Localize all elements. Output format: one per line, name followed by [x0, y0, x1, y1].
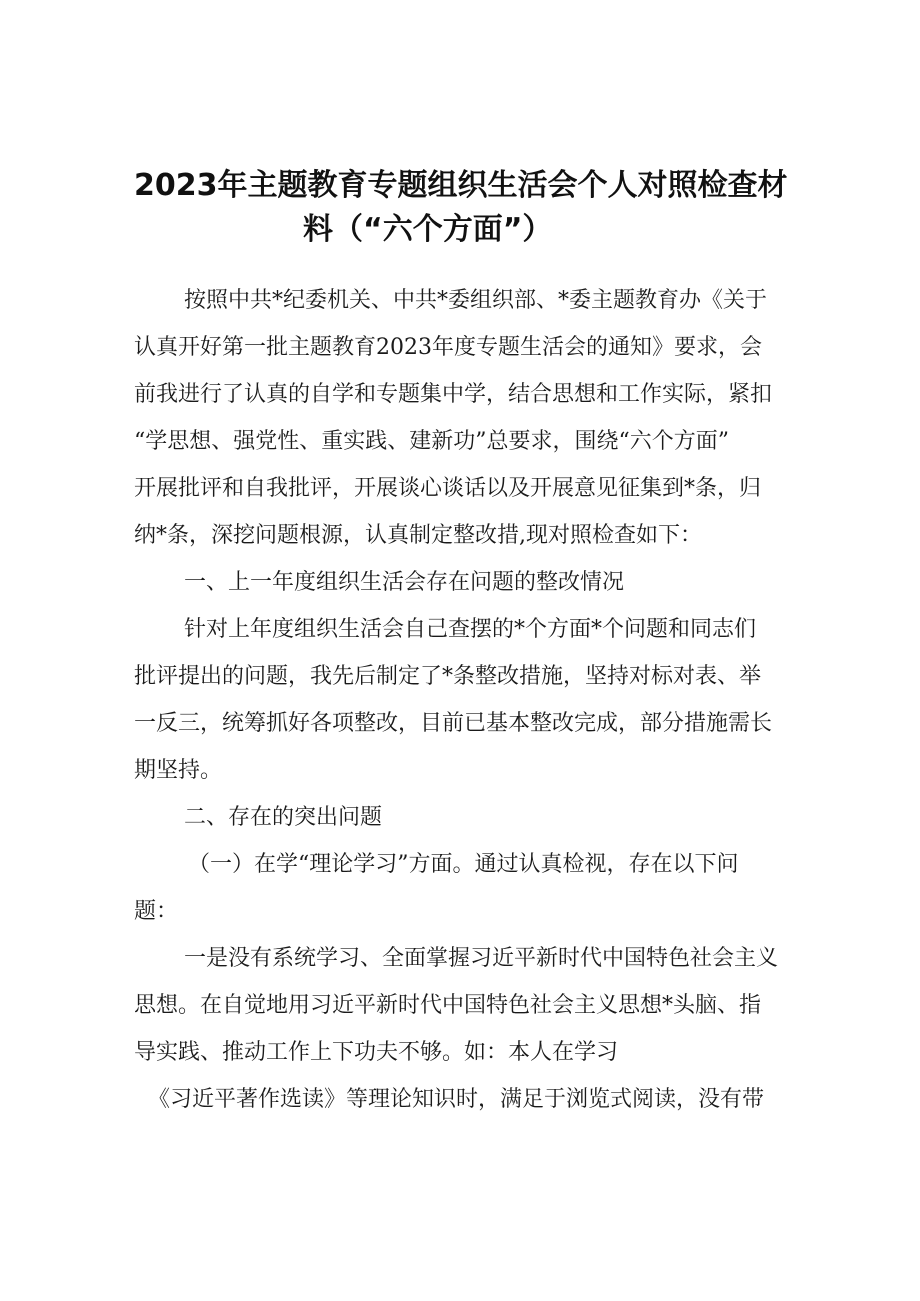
paragraph-line: 一反三，统筹抓好各项整改，目前已基本整改完成，部分措施需长 — [134, 711, 773, 736]
paragraph-line: 针对上年度组织生活会自己查摆的*个方面*个问题和同志们 — [184, 617, 757, 642]
subsection-heading: （一）在学“理论学习”方面。通过认真检视，存在以下问 — [188, 852, 739, 877]
section-heading: 二、存在的突出问题 — [184, 805, 383, 830]
paragraph-line: 导实践、推动工作上下功夫不够。如：本人在学习 — [134, 1040, 619, 1065]
section-heading: 一、上一年度组织生活会存在问题的整改情况 — [184, 570, 625, 595]
paragraph-line: 《习近平著作选读》等理论知识时，满足于浏览式阅读，没有带 — [148, 1087, 765, 1112]
paragraph-line: 前我进行了认真的自学和专题集中学，结合思想和工作实际，紧扣 — [134, 382, 773, 407]
paragraph-line: 思想。在自觉地用习近平新时代中国特色社会主义思想*头脑、指 — [134, 993, 762, 1018]
paragraph-line: “学思想、强党性、重实践、建新功”总要求，围绕“六个方面” — [134, 429, 729, 454]
paragraph-line: 批评提出的问题，我先后制定了*条整改措施，坚持对标对表、举 — [134, 664, 762, 689]
document-title-line-1: 2023年主题教育专题组织生活会个人对照检查材 — [134, 168, 788, 203]
paragraph-line: 认真开好第一批主题教育2023年度专题生活会的通知》要求，会 — [134, 335, 762, 360]
paragraph-line: 一是没有系统学习、全面掌握习近平新时代中国特色社会主义 — [184, 946, 779, 971]
document-title-line-2: 料（“六个方面”） — [303, 212, 553, 247]
paragraph-line: 期坚持。 — [134, 758, 223, 783]
paragraph-line: 纳*条，深挖问题根源，认真制定整改措,现对照检查如下： — [134, 523, 702, 548]
paragraph-line: 开展批评和自我批评，开展谈心谈话以及开展意见征集到*条，归 — [134, 476, 762, 501]
paragraph-line: 按照中共*纪委机关、中共*委组织部、*委主题教育办《关于 — [184, 288, 768, 313]
paragraph-line: 题： — [134, 899, 179, 924]
